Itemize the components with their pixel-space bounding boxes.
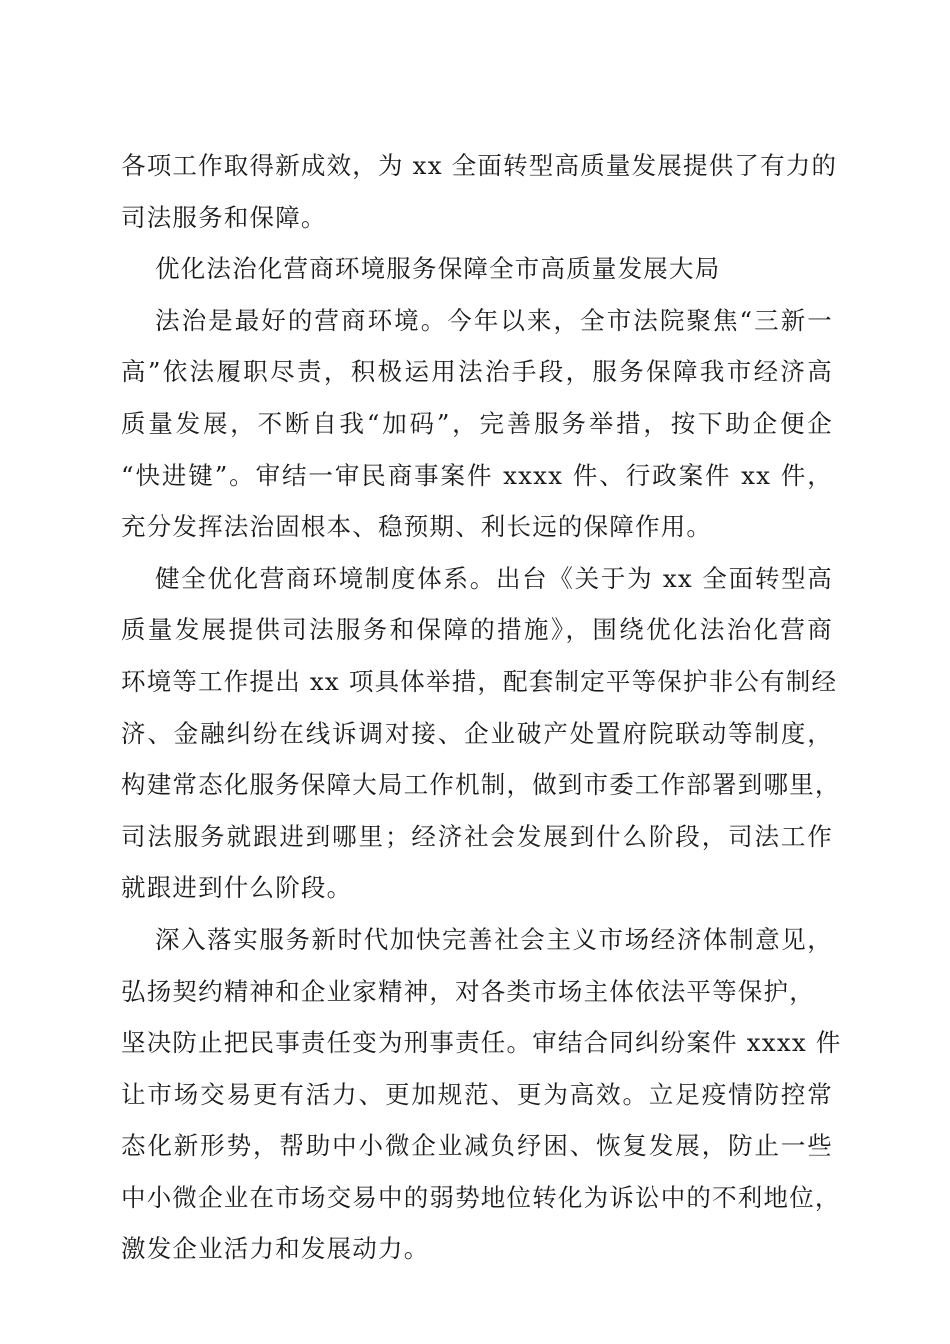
body-line: 高”依法履职尽责，积极运用法治手段，服务保障我市经济高 [121,357,833,387]
body-line: 深入落实服务新时代加快完善社会主义市场经济体制意见， [155,924,833,954]
body-line: 就跟进到什么阶段。 [121,873,353,903]
body-line: 法治是最好的营商环境。今年以来，全市法院聚焦“三新一 [155,305,833,335]
body-line: 激发企业活力和发展动力。 [121,1234,430,1264]
body-line: 质量发展提供司法服务和保障的措施》，围绕优化法治化营商 [121,615,833,645]
body-line: 环境等工作提出 xx 项具体举措，配套制定平等保护非公有制经 [121,666,838,696]
body-line: 济、金融纠纷在线诉调对接、企业破产处置府院联动等制度， [121,718,833,748]
document-body [121,140,842,1275]
body-line: 各项工作取得新成效，为 xx 全面转型高质量发展提供了有力的 [121,151,838,180]
body-line: 弘扬契约精神和企业家精神，对各类市场主体依法平等保护， [121,976,815,1006]
body-line: 质量发展，不断自我“加码”，完善服务举措，按下助企便企 [121,408,833,438]
body-line: 中小微企业在市场交易中的弱势地位转化为诉讼中的不利地位， [121,1182,841,1212]
body-line: 态化新形势，帮助中小微企业减负纾困、恢复发展，防止一些 [121,1131,833,1161]
body-line: “快进键”。审结一审民商事案件 xxxx 件、行政案件 xx 件， [121,460,833,490]
body-line: 健全优化营商环境制度体系。出台《关于为 xx 全面转型高 [155,563,833,593]
section-heading: 优化法治化营商环境服务保障全市高质量发展大局 [155,254,721,284]
body-line: 让市场交易更有活力、更加规范、更为高效。立足疫情防控常 [121,1079,833,1109]
body-line: 构建常态化服务保障大局工作机制，做到市委工作部署到哪里， [121,770,841,800]
body-line: 司法服务和保障。 [121,202,327,232]
body-line: 司法服务就跟进到哪里；经济社会发展到什么阶段，司法工作 [121,821,833,851]
body-line: 充分发挥法治固根本、稳预期、利长远的保障作用。 [121,512,713,542]
body-line: 坚决防止把民事责任变为刑事责任。审结合同纠纷案件 xxxx 件 [121,1028,842,1058]
